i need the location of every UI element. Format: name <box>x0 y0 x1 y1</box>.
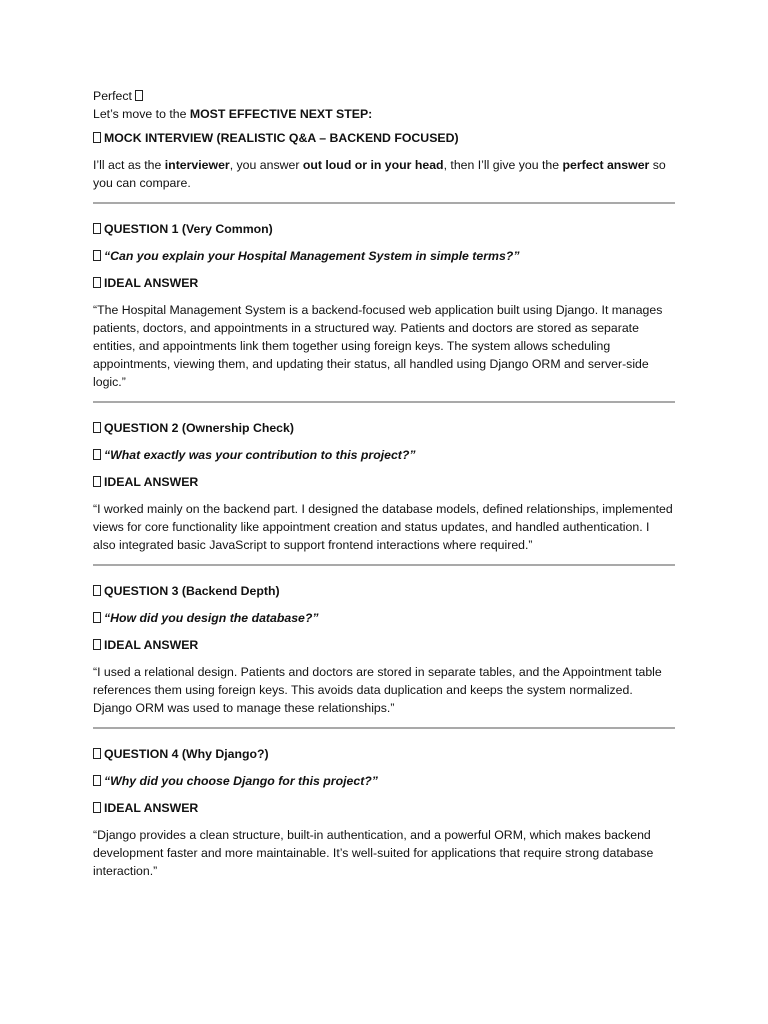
mock-interview-heading: MOCK INTERVIEW (REALISTIC Q&A – BACKEND FOCUSED) <box>93 129 675 147</box>
question-block <box>93 582 675 745</box>
emoji-placeholder-icon <box>93 223 101 234</box>
emoji-placeholder-icon <box>93 748 101 759</box>
question-text: “What exactly was your contribution to this project?” <box>93 446 675 464</box>
emoji-placeholder-icon <box>93 250 101 261</box>
question-block <box>93 419 675 582</box>
question-block <box>93 220 675 419</box>
emoji-placeholder-icon <box>93 422 101 433</box>
emoji-placeholder-icon <box>93 132 101 143</box>
answer-label: IDEAL ANSWER <box>93 473 675 491</box>
answer-text: “Django provides a clean structure, built-in authentication, and a powerful ORM, which makes backend development faster and more maintainable. It’s well-suited for applications that require strong database interaction.” <box>93 828 654 878</box>
answer-label: IDEAL ANSWER <box>93 274 675 292</box>
document-body <box>93 87 675 880</box>
question-text: “Why did you choose Django for this project?” <box>93 772 675 790</box>
emoji-placeholder-icon <box>93 612 101 623</box>
emoji-placeholder-icon <box>93 639 101 650</box>
question-block <box>93 745 675 880</box>
question-title: QUESTION 1 (Very Common) <box>93 220 675 238</box>
emoji-placeholder-icon <box>93 802 101 813</box>
answer-text: “The Hospital Management System is a backend-focused web application built using Django. It manages patients, doctors, and appointments in a structured way. Patients and doctors are stored as separate entities, and appointments link them together using foreign keys. The system allows scheduling appointments, viewing them, and updating their status, all handled using Django ORM and server-side logic.” <box>93 303 663 389</box>
question-title: QUESTION 3 (Backend Depth) <box>93 582 675 600</box>
emoji-placeholder-icon <box>93 277 101 288</box>
answer-label: IDEAL ANSWER <box>93 636 675 654</box>
question-text: “Can you explain your Hospital Management System in simple terms?” <box>93 247 675 265</box>
answer-text: “I used a relational design. Patients and doctors are stored in separate tables, and the Appointment table references them using foreign keys. This avoids data duplication and keeps the system normalized. Django ORM was used to manage these relationships.” <box>93 665 662 715</box>
answer-label: IDEAL ANSWER <box>93 799 675 817</box>
emoji-placeholder-icon <box>135 90 143 101</box>
emoji-placeholder-icon <box>93 476 101 487</box>
emoji-placeholder-icon <box>93 585 101 596</box>
emoji-placeholder-icon <box>93 449 101 460</box>
question-text: “How did you design the database?” <box>93 609 675 627</box>
question-title: QUESTION 2 (Ownership Check) <box>93 419 675 437</box>
intro-line-2: Let’s move to the MOST EFFECTIVE NEXT STEP: <box>93 107 373 121</box>
intro-line-1: Perfect <box>93 87 675 105</box>
question-title: QUESTION 4 (Why Django?) <box>93 745 675 763</box>
emoji-placeholder-icon <box>93 775 101 786</box>
answer-text: “I worked mainly on the backend part. I designed the database models, defined relationships, implemented views for core functionality like appointment creation and status updates, and handled authentication. I also integrated basic JavaScript to support frontend interactions where required.” <box>93 502 673 552</box>
intro-description: I’ll act as the interviewer, you answer out loud or in your head, then I’ll give you the perfect answer so you can compare. <box>93 158 666 190</box>
